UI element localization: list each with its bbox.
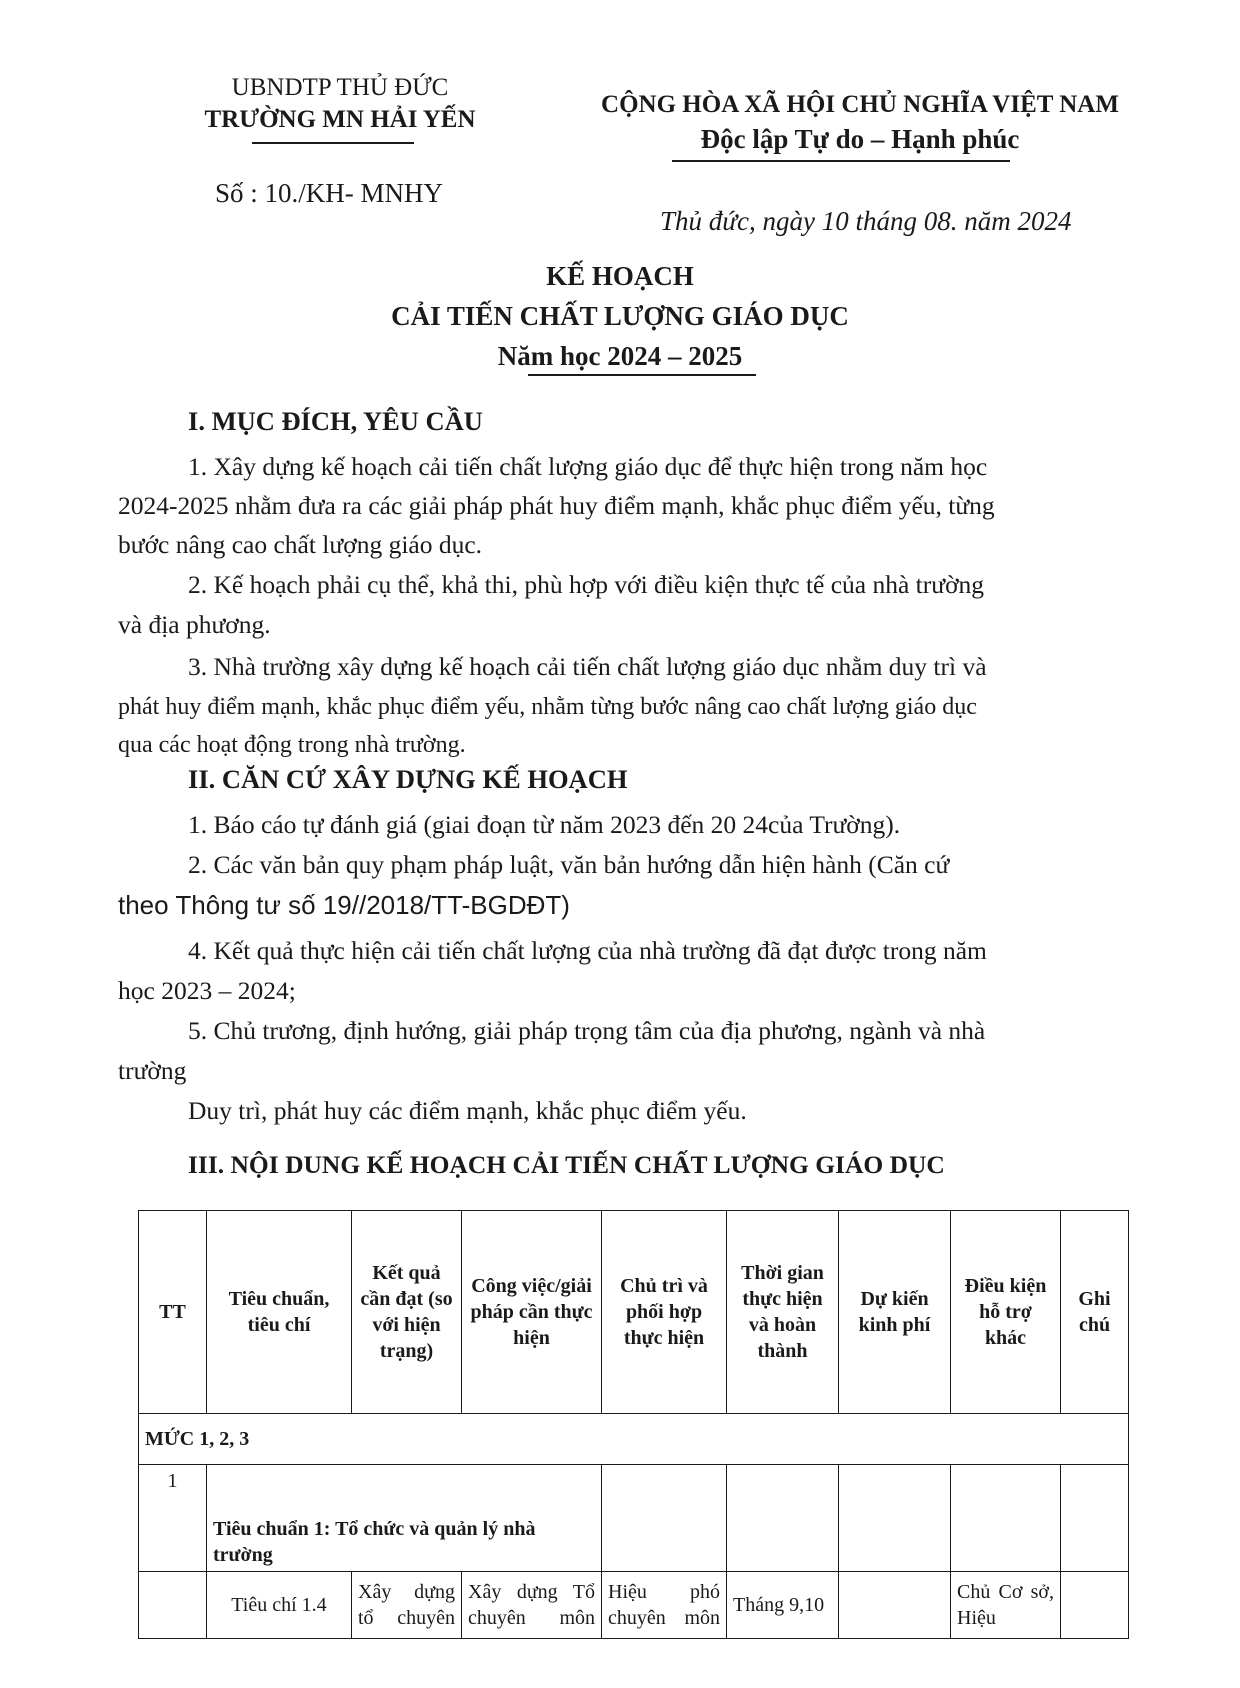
section-1-heading: I. MỤC ĐÍCH, YÊU CẦU [188,406,483,436]
s2-p4-line1: 4. Kết quả thực hiện cải tiến chất lượng của nhà trường đã đạt được trong năm [188,936,987,965]
motto: Độc lập Tự do – Hạnh phúc [700,124,1020,154]
col-header-tt: TT [139,1211,207,1414]
criterion-budget [839,1572,951,1639]
criterion-note [1061,1572,1129,1639]
table-row [139,1414,1129,1465]
col-header-budget: Dự kiến kinh phí [839,1211,951,1414]
s1-p3-line2: phát huy điểm mạnh, khắc phục điểm yếu, nhằm từng bước nâng cao chất lượng giáo dục [118,694,977,720]
table-row [139,1465,1129,1572]
standard-title: Tiêu chuẩn 1: Tổ chức và quản lý nhà trường [207,1465,602,1572]
criterion-label: Tiêu chí 1.4 [207,1572,352,1639]
improvement-plan-table [138,1210,1129,1639]
school-name: TRƯỜNG MN HẢI YẾN [204,106,476,133]
s2-p2-line1: 2. Các văn bản quy phạm pháp luật, văn bản hướng dẫn hiện hành (Căn cứ [188,850,950,879]
criterion-lead: Hiệu phó chuyên môn [602,1572,727,1639]
s2-p5-line2: trường [118,1056,187,1085]
s1-p1-line2: 2024-2025 nhằm đưa ra các giải pháp phát huy điểm mạnh, khắc phục điểm yếu, từng [118,491,995,520]
document-number: Số : 10./KH- MNHY [215,178,444,208]
country-name: CỘNG HÒA XÃ HỘI CHỦ NGHĨA VIỆT NAM [601,91,1119,118]
s2-p4-line2: học 2023 – 2024; [118,976,296,1005]
criterion-result: Xây dựng tổ chuyên [352,1572,462,1639]
section-3-heading: III. NỘI DUNG KẾ HOẠCH CẢI TIẾN CHẤT LƯỢNG GIÁO DỤC [188,1150,945,1179]
section-2-heading: II. CĂN CỨ XÂY DỰNG KẾ HOẠCH [188,764,628,794]
title-line-1: KẾ HOẠCH [546,261,694,291]
s1-p3-line1: 3. Nhà trường xây dựng kế hoạch cải tiến chất lượng giáo dục nhằm duy trì và [188,652,987,681]
table-row [139,1572,1129,1639]
s1-p2-line1: 2. Kế hoạch phải cụ thể, khả thi, phù hợp với điều kiện thực tế của nhà trường [188,570,985,599]
criterion-time: Tháng 9,10 [727,1572,839,1639]
col-header-timeline: Thời gian thực hiện và hoàn thành [727,1211,839,1414]
col-header-support: Điều kiện hỗ trợ khác [951,1211,1061,1414]
criterion-task: Xây dựng Tổ chuyên môn [462,1572,602,1639]
s2-p1: 1. Báo cáo tự đánh giá (giai đoạn từ năm 2023 đến 20 24của Trường). [188,810,901,839]
standard-tt: 1 [139,1465,207,1572]
col-header-expected-result: Kết quả cần đạt (so với hiện trạng) [352,1211,462,1414]
s2-p5-line1: 5. Chủ trương, định hướng, giải pháp trọng tâm của địa phương, ngành và nhà [188,1016,986,1045]
s1-p3-line3: qua các hoạt động trong nhà trường. [118,732,466,758]
col-header-criteria: Tiêu chuẩn, tiêu chí [207,1211,352,1414]
issuing-authority [180,72,500,136]
authority-name: UBNDTP THỦ ĐỨC [231,74,449,101]
col-header-notes: Ghi chú [1061,1211,1129,1414]
national-motto [600,88,1120,156]
col-header-tasks: Công việc/giải pháp cần thực hiện [462,1211,602,1414]
s1-p1-line3: bước nâng cao chất lượng giáo dục. [118,530,483,559]
s2-p6: Duy trì, phát huy các điểm mạnh, khắc phục điểm yếu. [188,1096,747,1125]
s2-p2-line2: theo Thông tư số 19//2018/TT-BGDĐT) [118,890,570,920]
s1-p2-line2: và địa phương. [118,610,271,639]
document-title [0,256,1240,376]
motto-underline [672,160,1010,162]
title-underline [528,374,756,376]
title-line-2: CẢI TIẾN CHẤT LƯỢNG GIÁO DỤC [391,301,849,331]
place-date: Thủ đức, ngày 10 tháng 08. năm 2024 [660,206,1072,236]
table-header-row [139,1211,1129,1414]
s1-p1-line1: 1. Xây dựng kế hoạch cải tiến chất lượng giáo dục để thực hiện trong năm học [188,452,988,481]
criterion-support: Chủ Cơ sở, Hiệu [951,1572,1061,1639]
level-row-label: MỨC 1, 2, 3 [139,1414,1129,1465]
col-header-responsible: Chủ trì và phối hợp thực hiện [602,1211,727,1414]
school-name-underline [252,142,414,144]
title-line-3: Năm học 2024 – 2025 [497,341,743,371]
